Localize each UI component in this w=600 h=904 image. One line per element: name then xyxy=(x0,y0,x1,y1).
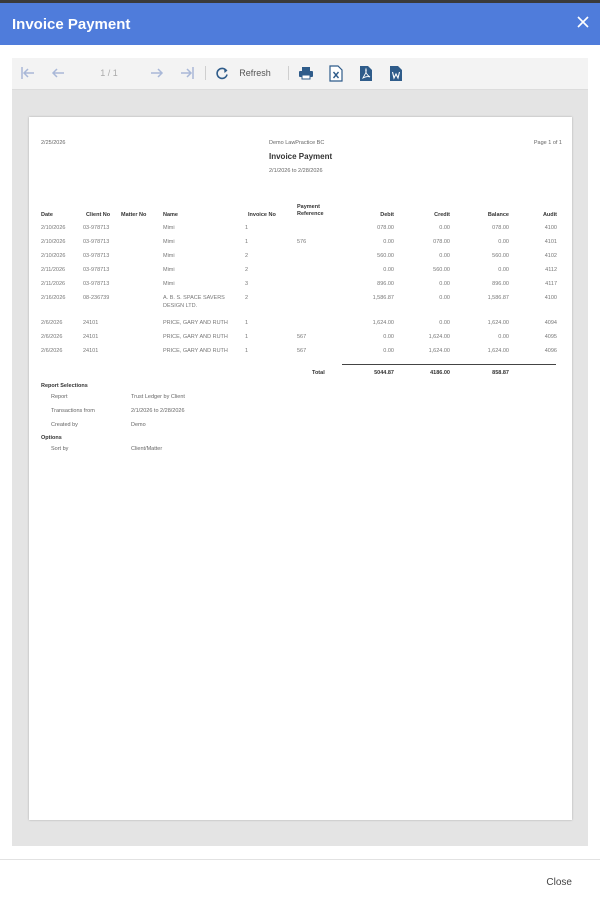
selection-value: Demo xyxy=(131,422,146,428)
next-page-icon[interactable] xyxy=(147,63,167,83)
cell-invoice: 1 xyxy=(245,225,249,231)
cell-name1: PRICE, GARY AND RUTH xyxy=(163,334,228,340)
col-payment-reference-line-1: Payment xyxy=(297,204,320,210)
cell-credit: 0.00 xyxy=(439,253,450,259)
report-page xyxy=(29,117,572,820)
cell-balance: 0.00 xyxy=(498,239,509,245)
col-debit: Debit xyxy=(380,212,394,218)
export-excel-icon[interactable] xyxy=(326,63,346,83)
cell-date: 2/10/2026 xyxy=(41,239,66,245)
dialog-footer xyxy=(0,859,600,904)
cell-credit: 0.00 xyxy=(439,320,450,326)
cell-client: 03-978713 xyxy=(83,225,110,231)
cell-audit: 4096 xyxy=(544,348,557,354)
cell-balance: 560.00 xyxy=(492,253,509,259)
total-credit: 4186.00 xyxy=(430,370,450,376)
cell-debit: 0.00 xyxy=(383,267,394,273)
cell-date: 2/10/2026 xyxy=(41,225,66,231)
cell-name1: A. B. S. SPACE SAVERS xyxy=(163,295,225,301)
cell-invoice: 1 xyxy=(245,320,249,326)
last-page-icon[interactable] xyxy=(177,63,197,83)
cell-credit: 0.00 xyxy=(439,225,450,231)
selection-label: Transactions from xyxy=(51,408,95,414)
cell-name1: Mimi xyxy=(163,281,175,287)
cell-credit: 078.00 xyxy=(433,239,450,245)
cell-balance: 1,624.00 xyxy=(487,348,509,354)
cell-name1: Mimi xyxy=(163,239,175,245)
toolbar-divider xyxy=(205,66,206,80)
cell-client: 03-978713 xyxy=(83,267,110,273)
options-heading: Options xyxy=(41,435,62,441)
col-matter-no: Matter No xyxy=(121,212,147,218)
cell-debit: 896.00 xyxy=(377,281,394,287)
cell-debit: 0.00 xyxy=(383,334,394,340)
cell-balance: 0.00 xyxy=(498,334,509,340)
cell-invoice: 2 xyxy=(245,253,249,259)
cell-debit: 1,586.87 xyxy=(372,295,394,301)
cell-debit: 0.00 xyxy=(383,239,394,245)
previous-page-icon[interactable] xyxy=(48,63,68,83)
report-viewer[interactable] xyxy=(12,90,588,846)
cell-invoice: 1 xyxy=(245,334,249,340)
cell-invoice: 1 xyxy=(245,348,249,354)
cell-name2: DESIGN LTD. xyxy=(163,303,198,309)
cell-audit: 4094 xyxy=(544,320,557,326)
cell-balance: 078.00 xyxy=(492,225,509,231)
total-rule xyxy=(342,364,556,365)
selection-label: Created by xyxy=(51,422,78,428)
cell-debit: 0.00 xyxy=(383,348,394,354)
cell-credit: 560.00 xyxy=(433,267,450,273)
report-page-number: Page 1 of 1 xyxy=(533,140,562,146)
cell-audit: 4100 xyxy=(544,225,557,231)
cell-name1: PRICE, GARY AND RUTH xyxy=(163,348,228,354)
cell-invoice: 1 xyxy=(245,239,249,245)
cell-name1: Mimi xyxy=(163,225,175,231)
col-balance: Balance xyxy=(487,212,509,218)
cell-invoice: 3 xyxy=(245,281,249,287)
cell-name1: PRICE, GARY AND RUTH xyxy=(163,320,228,326)
cell-audit: 4117 xyxy=(545,281,557,287)
cell-debit: 560.00 xyxy=(377,253,394,259)
cell-ref: 567 xyxy=(297,334,307,340)
cell-balance: 0.00 xyxy=(498,267,509,273)
cell-ref: 576 xyxy=(297,239,307,245)
cell-credit: 0.00 xyxy=(439,281,450,287)
cell-debit: 078.00 xyxy=(377,225,394,231)
selection-value: Trust Ledger by Client xyxy=(131,394,185,400)
refresh-icon[interactable] xyxy=(212,63,232,83)
report-title: Invoice Payment xyxy=(269,152,333,161)
cell-date: 2/10/2026 xyxy=(41,253,66,259)
cell-client: 24101 xyxy=(83,334,99,340)
report-date: 2/25/2026 xyxy=(41,140,66,146)
cell-balance: 1,586.87 xyxy=(487,295,509,301)
cell-ref: 567 xyxy=(297,348,307,354)
cell-name1: Mimi xyxy=(163,267,175,273)
col-date: Date xyxy=(41,212,53,218)
col-audit: Audit xyxy=(542,212,557,218)
col-invoice-no: Invoice No xyxy=(248,212,276,218)
page-indicator: 1 / 1 xyxy=(100,68,118,78)
cell-date: 2/11/2026 xyxy=(41,267,66,273)
cell-client: 08-236739 xyxy=(83,295,110,301)
selection-value: 2/1/2026 to 2/28/2026 xyxy=(131,408,185,414)
cell-date: 2/11/2026 xyxy=(41,281,66,287)
cell-audit: 4095 xyxy=(544,334,557,340)
col-payment-reference-line-2: Reference xyxy=(297,211,324,218)
cell-invoice: 2 xyxy=(245,295,249,301)
dialog-title: Invoice Payment xyxy=(12,16,131,33)
cell-date: 2/16/2026 xyxy=(41,295,66,301)
col-payment-reference xyxy=(297,204,324,218)
cell-client: 24101 xyxy=(83,320,99,326)
cell-credit: 0.00 xyxy=(439,295,450,301)
cell-credit: 1,624.00 xyxy=(428,348,450,354)
print-icon[interactable] xyxy=(296,63,316,83)
toolbar-divider xyxy=(288,66,289,80)
total-balance: 858.87 xyxy=(492,370,509,376)
col-client-no: Client No xyxy=(86,212,111,218)
refresh-button[interactable]: Refresh xyxy=(239,68,271,78)
cell-debit: 1,624.00 xyxy=(372,320,394,326)
report-firm: Demo LawPractice BC xyxy=(269,140,325,146)
cell-client: 24101 xyxy=(83,348,99,354)
cell-date: 2/6/2026 xyxy=(41,334,63,340)
report-period: 2/1/2026 to 2/28/2026 xyxy=(269,168,323,174)
report-toolbar xyxy=(12,58,588,90)
cell-date: 2/6/2026 xyxy=(41,320,63,326)
cell-client: 03-978713 xyxy=(83,253,110,259)
col-name: Name xyxy=(163,212,178,218)
cell-credit: 1,624.00 xyxy=(428,334,450,340)
cell-invoice: 2 xyxy=(245,267,249,273)
col-credit: Credit xyxy=(434,212,450,218)
cell-audit: 4100 xyxy=(544,295,557,301)
dialog-header xyxy=(0,3,600,45)
cell-balance: 896.00 xyxy=(492,281,509,287)
option-label: Sort by xyxy=(51,446,69,452)
export-word-icon[interactable] xyxy=(386,63,406,83)
export-pdf-icon[interactable] xyxy=(356,63,376,83)
cell-audit: 4101 xyxy=(544,239,557,245)
close-icon[interactable] xyxy=(574,13,592,31)
cell-name1: Mimi xyxy=(163,253,175,259)
cell-date: 2/6/2026 xyxy=(41,348,63,354)
cell-client: 03-978713 xyxy=(83,281,110,287)
cell-balance: 1,624.00 xyxy=(487,320,509,326)
option-value: Client/Matter xyxy=(131,446,163,452)
total-label: Total xyxy=(312,370,325,376)
cell-client: 03-978713 xyxy=(83,239,110,245)
first-page-icon[interactable] xyxy=(18,63,38,83)
cell-audit: 4102 xyxy=(544,253,557,259)
total-debit: 5044.87 xyxy=(374,370,394,376)
close-button[interactable]: Close xyxy=(546,877,572,888)
cell-audit: 4112 xyxy=(545,267,557,273)
selections-heading: Report Selections xyxy=(41,383,88,389)
selection-label: Report xyxy=(51,394,68,400)
